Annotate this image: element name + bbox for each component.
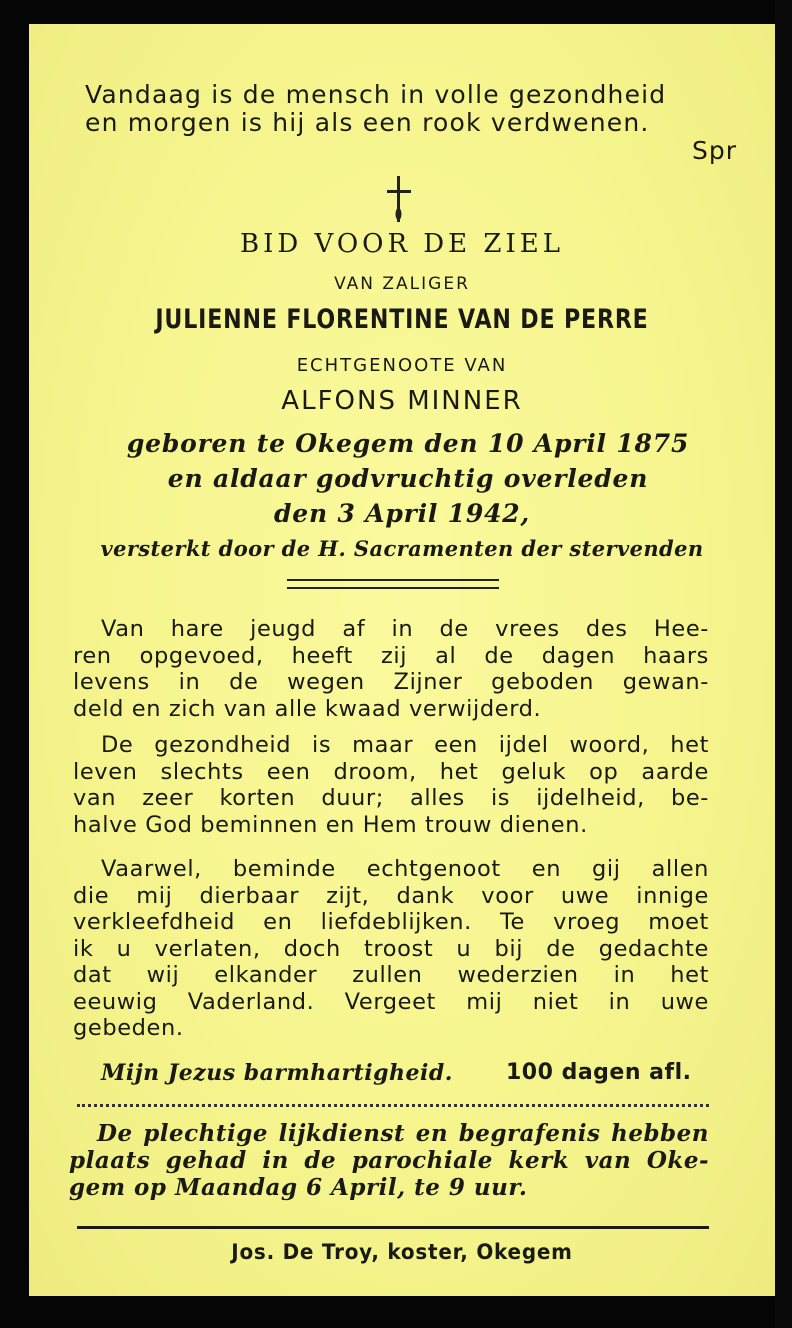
bid-voor-de-ziel: BID VOOR DE ZIEL: [240, 229, 564, 259]
text-line: ren opgevoed, heeft zij al de dagen haars: [73, 642, 709, 669]
text-line: levens in de wegen Zijner geboden gewan-: [73, 669, 709, 695]
text-line: verkleefdheid en liefdeblijken. Te vroeg moet: [73, 909, 709, 935]
printer-credit: Jos. De Troy, koster, Okegem: [231, 1240, 573, 1264]
text-line: leven slechts een droom, het geluk op aarde: [73, 758, 709, 785]
text-line: Van hare jeugd af in de vrees des Hee-: [101, 616, 709, 642]
indulgence-prayer: Mijn Jezus barmhartigheid.: [101, 1060, 453, 1086]
death-date: den 3 April 1942,: [274, 499, 530, 528]
paragraph-1: [73, 616, 709, 722]
cross-icon: [385, 176, 413, 222]
van-zaliger: VAN ZALIGER: [334, 274, 470, 294]
verse-line-2: en morgen is hij als een rook verdwenen.: [85, 108, 650, 137]
indulgence-days: 100 dagen afl.: [506, 1060, 692, 1085]
text-line: gem op Maandag 6 April, te 9 uur.: [69, 1174, 528, 1201]
text-line: Vaarwel, beminde echtgenoot en gij allen: [101, 856, 709, 882]
text-line: ik u verlaten, doch troost u bij de gedachte: [73, 935, 709, 962]
text-line: die mij dierbaar zijt, dank voor uwe innige: [73, 882, 709, 909]
birth-line: geboren te Okegem den 10 April 1875: [126, 429, 690, 458]
solid-divider: [77, 1226, 709, 1229]
dotted-divider: [77, 1104, 709, 1107]
sacraments-line: versterkt door de H. Sacramenten der stervenden: [100, 536, 704, 561]
echtgenoote-van: ECHTGENOOTE VAN: [296, 355, 508, 376]
paragraph-3: [73, 856, 709, 1042]
verse-source: Spr: [691, 136, 737, 165]
text-line: De plechtige lijkdienst en begrafenis hebben: [97, 1120, 709, 1147]
text-line: De gezondheid is maar een ijdel woord, het: [101, 732, 709, 758]
verse-line-1: Vandaag is de mensch in volle gezondheid: [85, 80, 667, 109]
text-line: plaats gehad in de parochiale kerk van Oke-: [69, 1147, 709, 1174]
funeral-notice: [69, 1120, 709, 1201]
double-divider: [287, 579, 499, 589]
deceased-name: JULIENNE FLORENTINE VAN DE PERRE: [155, 304, 649, 335]
scan-edge: [775, 0, 792, 1328]
text-line: dat wij elkander zullen wederzien in het: [73, 962, 709, 988]
text-line: halve God beminnen en Hem trouw dienen.: [73, 811, 588, 838]
text-line: gebeden.: [73, 1015, 184, 1041]
text-line: eeuwig Vaderland. Vergeet mij niet in uwe: [73, 988, 709, 1015]
text-line: deld en zich van alle kwaad verwijderd.: [73, 695, 542, 722]
death-line: en aldaar godvruchtig overleden: [167, 464, 649, 493]
text-line: van zeer korten duur; alles is ijdelheid, be-: [73, 785, 709, 811]
memorial-card: [29, 24, 775, 1296]
spouse-name: ALFONS MINNER: [281, 386, 523, 416]
paragraph-2: [73, 732, 709, 838]
